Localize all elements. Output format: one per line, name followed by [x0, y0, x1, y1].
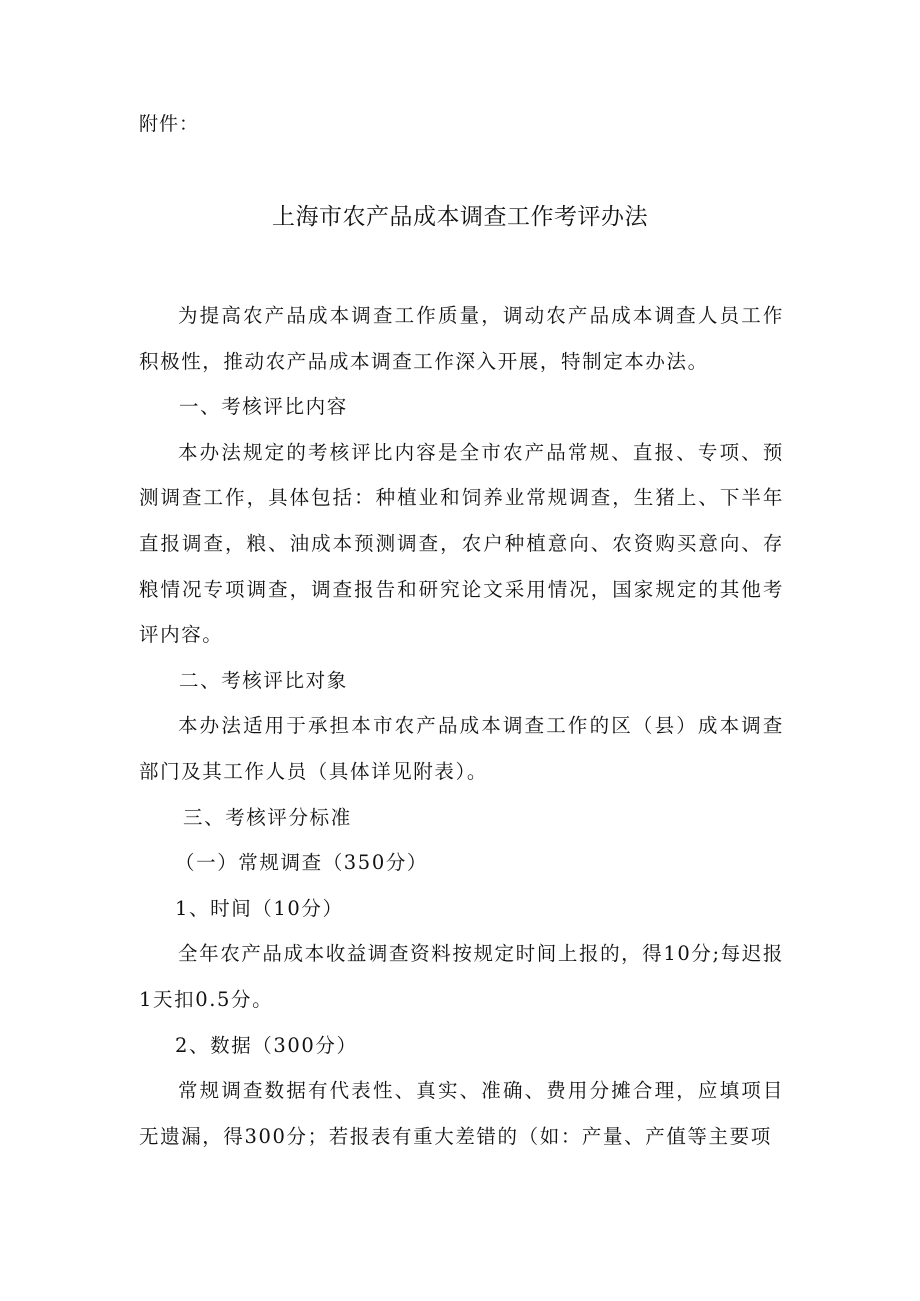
section1-paragraph: 本办法规定的考核评比内容是全市农产品常规、直报、专项、预测调查工作，具体包括：种植业和饲养业常规调查，生猪上、下半年直报调查，粮、油成本预测调查，农户种植意向、农资购买意向、存粮情况专项调查，调查报告和研究论文采用情况，国家规定的其他考评内容。	[139, 440, 784, 647]
item2-paragraph: 常规调查数据有代表性、真实、准确、费用分摊合理，应填项目无遗漏，得300分；若报表有重大差错的（如：产量、产值等主要项	[139, 1079, 784, 1148]
section1-heading: 一、考核评比内容	[179, 395, 348, 419]
document-body	[139, 293, 784, 1159]
attachment-label: 附件：	[139, 113, 200, 135]
item1-heading-time: 1、时间（10分）	[175, 896, 344, 920]
section2-paragraph: 本办法适用于承担本市农产品成本调查工作的区（县）成本调查部门及其工作人员（具体详见附表）。	[139, 714, 784, 783]
section3-heading: 三、考核评分标准	[183, 805, 352, 829]
section2-heading: 二、考核评比对象	[179, 668, 348, 692]
section3-subheading-regular-survey: （一）常规调查（350分）	[175, 851, 429, 875]
item1-paragraph: 全年农产品成本收益调查资料按规定时间上报的，得10分;每迟报1天扣0.5分。	[139, 942, 784, 1011]
item2-heading-data: 2、数据（300分）	[175, 1033, 358, 1057]
intro-paragraph: 为提高农产品成本调查工作质量，调动农产品成本调查人员工作积极性，推动农产品成本调查工作深入开展，特制定本办法。	[139, 304, 784, 373]
document-title: 上海市农产品成本调查工作考评办法	[272, 204, 648, 230]
